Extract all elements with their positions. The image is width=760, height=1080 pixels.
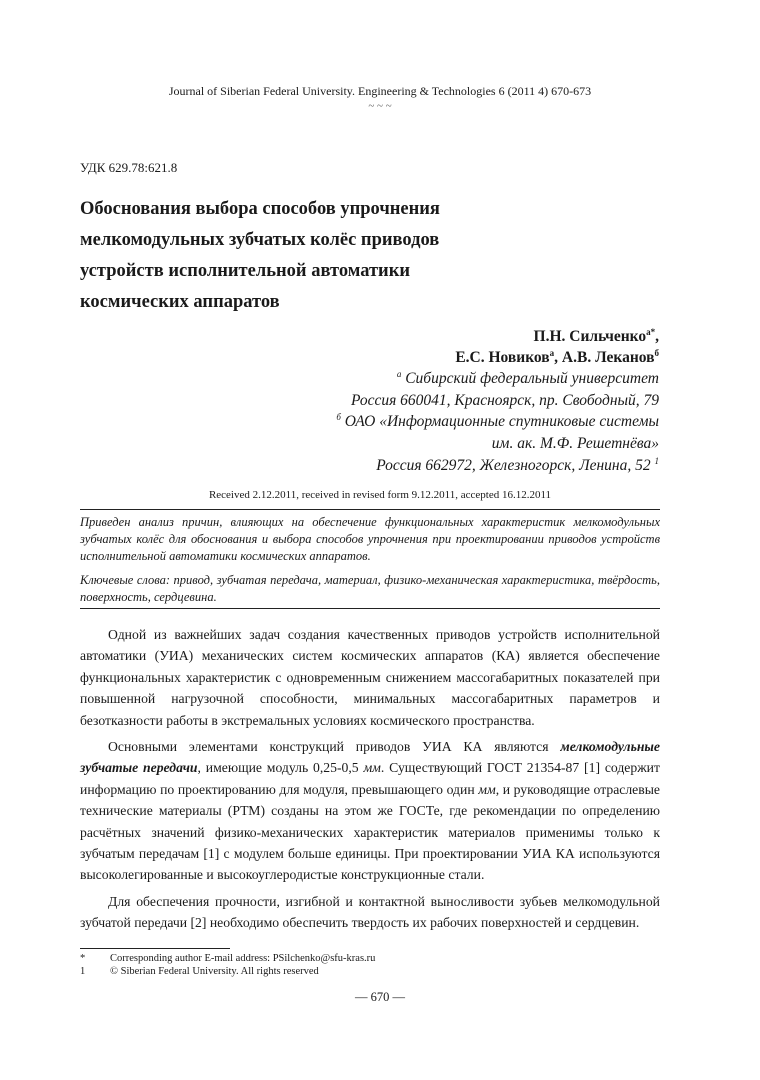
page-number: — 670 — — [355, 990, 405, 1004]
body-text — [80, 624, 660, 939]
author-name: А.В. Леканов — [561, 349, 655, 366]
text-run: , и руководящие отраслевые технические материалы (РТМ) созданы на этом же ГОСТе, где рекомендации по определению расчётных значений физико-механических характеристик материалов применимы только к зубчатым передачам [1] с модулем больше единицы. При проектировании УИА КА используются высоколегированные и высокоуглеродистые конструкционные стали. — [80, 781, 660, 883]
paragraph: Для обеспечения прочности, изгибной и контактной выносливости зубьев мелкомодульной зубчатой передачи [2] необходимо обеспечить твердость их рабочих поверхностей и сердцевин. — [80, 893, 660, 931]
emphasis: мелкомодульные зубчатые передачи — [80, 739, 660, 776]
udk-code: УДК 629.78:621.8 — [80, 160, 178, 175]
author-line — [455, 347, 659, 368]
abstract-bottom-rule — [80, 608, 660, 609]
affiliation-line: им. ак. М.Ф. Решетнёва» — [491, 435, 659, 453]
text-run: Основными элементами конструкций приводов УИА КА являются — [108, 739, 561, 755]
footnote-mark: 1 — [80, 966, 86, 977]
affiliation-line — [336, 455, 659, 477]
title-line: устройств исполнительной автоматики — [80, 261, 411, 281]
affil-address: Россия 662972, Железногорск, Ленина, 52 — [376, 456, 655, 474]
author-name: П.Н. Сильченко — [533, 328, 647, 345]
affiliation-line: Россия 660041, Красноярск, пр. Свободный, 79 — [350, 391, 659, 409]
author-name: Е.С. Новиков — [455, 349, 550, 366]
title-line: Обоснования выбора способов упрочнения — [80, 199, 440, 219]
affiliations-block — [336, 368, 659, 477]
author-affil-mark: а — [549, 347, 555, 358]
text-run: . Существующий ГОСТ 21354-87 [1] содержит информацию по проектированию для модуля, превышающего один — [80, 760, 660, 797]
unit: мм — [478, 781, 496, 797]
footnotes — [80, 952, 375, 978]
footnote-text: © Siberian Federal University. All rights reserved — [110, 966, 319, 977]
footnote — [80, 952, 375, 965]
text-run: , имеющие модуль 0,25-0,5 — [197, 760, 364, 776]
paragraph: Одной из важнейших задач создания качественных приводов устройств исполнительной автоматики (УИА) механических систем космических аппаратов (КА) является обеспечение функциональных характеристик с одновременным снижением массогабаритных показателей при повышенной нагрузочной способности, минимальных массогабаритных параметров и безотказности работы в экстремальных условиях космического пространства. — [80, 627, 660, 728]
author-line — [455, 326, 659, 347]
abstract: Приведен анализ причин, влияющих на обеспечение функциональных характеристик мелкомодульных зубчатых колёс для обоснования и выбора способов упрочнения при проектировании приводов устройств исполнительной автоматики космических аппаратов. — [80, 515, 660, 563]
keywords: Ключевые слова: привод, зубчатая передача, материал, физико-механическая характеристика, твёрдость, поверхность, сердцевина. — [80, 573, 660, 604]
abstract-top-rule — [80, 509, 660, 510]
author-separator: , — [655, 328, 659, 345]
footnote-ref: 1 — [654, 455, 659, 466]
author-affil-mark: а* — [646, 326, 656, 337]
unit: мм — [363, 760, 381, 776]
affiliation-line — [336, 411, 659, 433]
title-line: космических аппаратов — [80, 292, 280, 312]
footnote-mark: * — [80, 953, 86, 964]
authors-block — [455, 326, 659, 368]
affil-mark: а — [396, 368, 402, 379]
header-ornament: ~ ~ ~ — [368, 100, 392, 112]
affil-name: Сибирский федеральный университет — [401, 370, 659, 387]
footnote-text: Corresponding author E-mail address: PSilchenko@sfu-kras.ru — [110, 953, 376, 964]
paper-title — [80, 194, 540, 318]
author-affil-mark: б — [654, 347, 659, 358]
journal-header: Journal of Siberian Federal University. Engineering & Technologies 6 (2011 4) 670-673 — [168, 84, 592, 98]
footnote — [80, 965, 375, 978]
received-dates: Received 2.12.2011, received in revised form 9.12.2011, accepted 16.12.2011 — [208, 489, 552, 501]
affil-mark: б — [336, 412, 341, 423]
affiliation-line — [336, 368, 659, 390]
affil-name: ОАО «Информационные спутниковые системы — [340, 413, 659, 431]
paragraph — [80, 736, 660, 886]
footnote-rule — [80, 948, 230, 949]
author-separator: , — [554, 349, 562, 366]
title-line: мелкомодульных зубчатых колёс приводов — [80, 230, 440, 250]
